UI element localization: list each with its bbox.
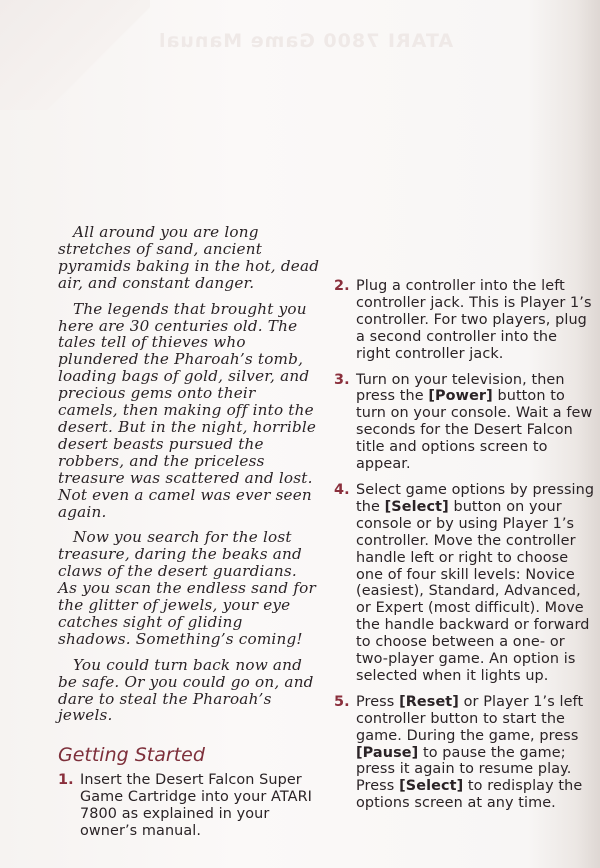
step-text [356, 482, 596, 685]
step-number: 5. [334, 693, 350, 710]
step-3 [334, 372, 596, 473]
step-text-part: Press [356, 693, 400, 710]
bleed-through-header: ATARI 7800 Game Manual [158, 30, 454, 52]
select-key-label: [Select] [399, 778, 464, 795]
step-text [356, 694, 596, 812]
step-text-part: Select game options by pressing the [356, 481, 595, 515]
step-text-part: to redisplay the options screen at any time. [356, 778, 583, 812]
step-number: 1. [58, 772, 74, 789]
section-heading-getting-started: Getting Started [58, 744, 205, 767]
step-4 [334, 482, 596, 685]
intro-paragraph-3: Now you search for the lost treasure, daring the beaks and claws of the desert guardians. As you scan the endless sand for the glitter of jewels, your eye catches sight of gliding shadows. Something’s coming! [58, 528, 316, 648]
reset-key-label: [Reset] [399, 693, 459, 710]
step-text-part: Turn on your television, then press the [356, 371, 565, 405]
left-column [58, 224, 320, 849]
step-text [356, 372, 596, 473]
power-key-label: [Power] [428, 388, 493, 405]
select-key-label: [Select] [384, 498, 449, 515]
step-text-part: button to turn on your console. Wait a few seconds for the Desert Falcon title and options screen to appear. [356, 388, 593, 473]
step-text-part: or Player 1’s left controller button to start the game. During the game, press [356, 693, 584, 744]
step-number: 4. [334, 481, 350, 498]
step-5 [334, 694, 596, 812]
pause-key-label: [Pause] [356, 744, 419, 761]
intro-paragraph-2: The legends that brought you here are 30 centuries old. The tales tell of thieves who plundered the Pharoah’s tomb, loading bags of gold, silver, and precious gems onto their camels, then making off into the desert. But in the night, horrible desert beasts pursued the robbers, and the priceless treasure was scattered and lost. Not even a camel was ever seen again. [58, 299, 317, 521]
step-text: Plug a controller into the left controller jack. This is Player 1’s controller. For two players, plug a second controller into the right controller jack. [356, 278, 592, 362]
step-text: Insert the Desert Falcon Super Game Cartridge into your ATARI 7800 as explained in your owner’s manual. [80, 772, 313, 840]
bleed-through-corner [0, 0, 150, 110]
step-number: 3. [334, 371, 350, 388]
step-2 [334, 278, 596, 363]
step-1 [58, 772, 320, 840]
intro-paragraph-4: You could turn back now and be safe. Or you could go on, and dare to steal the Pharoah’s jewels. [58, 655, 314, 725]
step-text-part: button on your console or by using Player 1’s controller. Move the controller handle left or right to choose one of four skill levels: Novice (easiest), Standard, Advanced, or Expert (most difficult). Move the handle backward or forward to choose between a one- or two-player game. An option is selected when it lights up. [356, 498, 590, 684]
step-number: 2. [334, 278, 350, 294]
step-text-part: to pause the game; press it again to resume play. Press [356, 744, 572, 795]
intro-paragraph-1: All around you are long stretches of sand, ancient pyramids baking in the hot, dead air, and constant danger. [58, 223, 320, 292]
right-column [334, 278, 596, 821]
